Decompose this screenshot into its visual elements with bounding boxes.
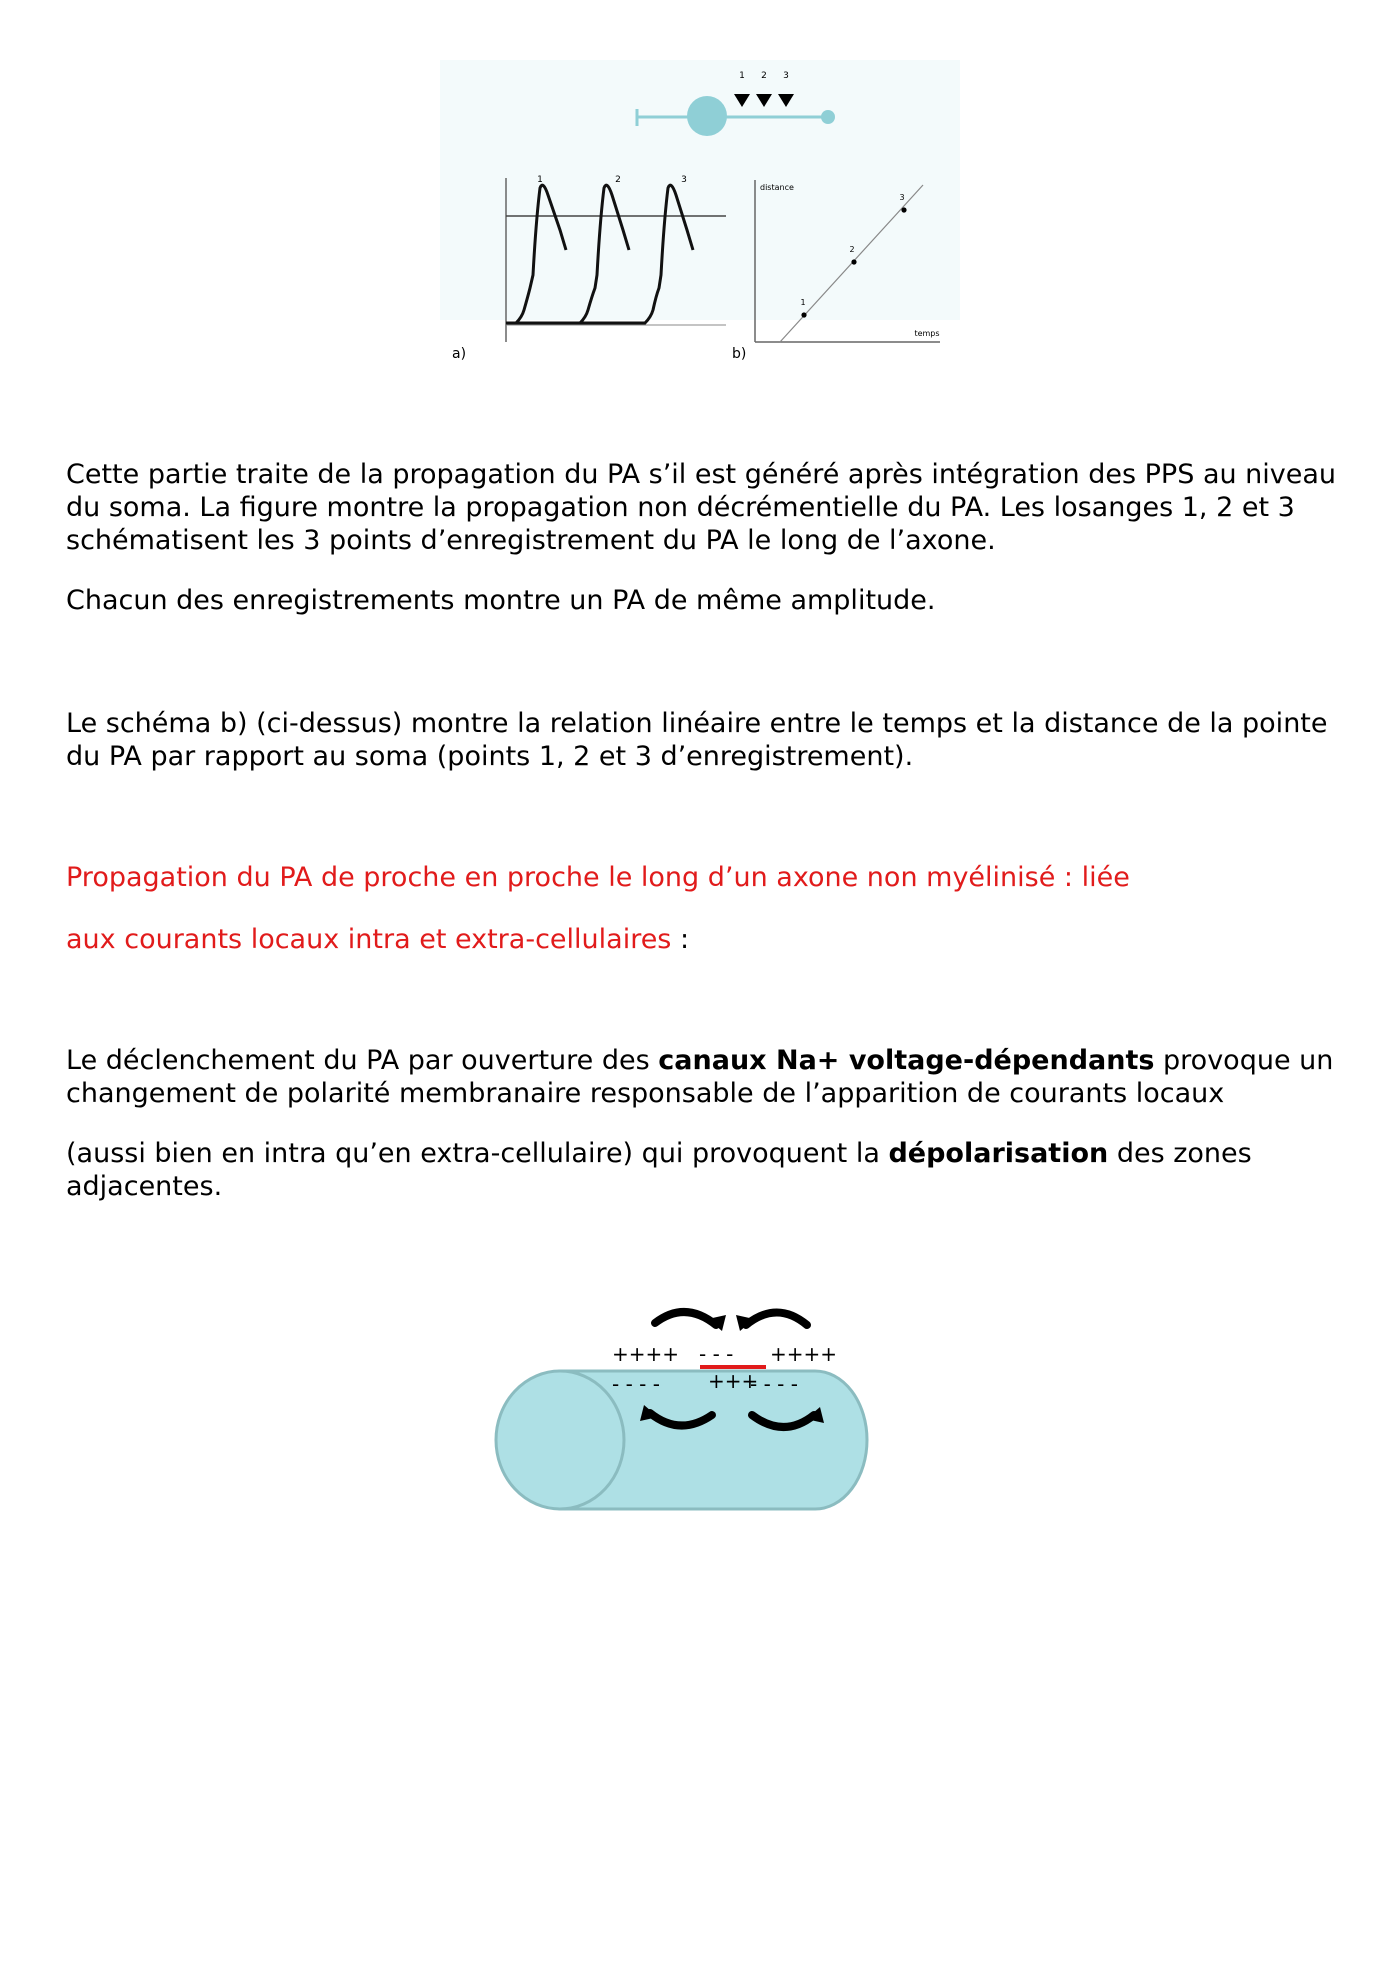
section-heading-line-1: Propagation du PA de proche en proche le long d’un axone non myélinisé : liée <box>66 862 1130 893</box>
extracellular-current-right-arrow <box>746 1313 807 1326</box>
paragraph-trigger-part-2: provoque un changement de polarité membranaire responsable de l’apparition de courants locaux <box>66 1045 1334 1109</box>
inner-charges-middle: +++ <box>708 1369 759 1393</box>
marker-number-2: 2 <box>761 71 767 81</box>
local-currents-figure <box>480 1295 900 1525</box>
section-heading-line-2-text: aux courants locaux intra et extra-cellulaires <box>66 924 672 955</box>
inner-charges-left: - - - - <box>612 1372 660 1396</box>
paragraph-depolarisation-part-2: des zones adjacentes. <box>66 1138 1252 1202</box>
paragraph-depolarisation-part-1: (aussi bien en intra qu’en extra-cellulaire) qui provoquent la <box>66 1138 889 1169</box>
paragraph-trigger <box>66 1044 1356 1110</box>
plot-point-label-1: 1 <box>800 298 806 307</box>
section-heading-line-2 <box>66 923 1356 956</box>
paragraph-intro: Cette partie traite de la propagation du PA s’il est généré après intégration des PPS au niveau du soma. La figure montre la propagation non décrémentielle du PA. Les losanges 1, 2 et 3 schématisent les 3 points d’enregistrement du PA le long de l’axone. <box>66 459 1337 556</box>
panel-b-label: b) <box>732 346 747 362</box>
paragraph-depolarisation <box>66 1137 1356 1203</box>
panel-b-x-axis-label: temps <box>914 329 940 338</box>
propagation-figure-svg <box>440 60 970 370</box>
paragraph-depolarisation-bold: dépolarisation <box>888 1138 1109 1169</box>
paragraph-trigger-bold: canaux Na+ voltage-dépendants <box>658 1045 1155 1076</box>
local-currents-svg <box>480 1295 900 1525</box>
peak-label-2: 2 <box>615 175 621 185</box>
peak-label-3: 3 <box>681 175 687 185</box>
propagation-figure <box>440 60 970 370</box>
plot-point-1 <box>801 312 806 317</box>
marker-number-3: 3 <box>783 71 789 81</box>
panel-a-label: a) <box>452 346 467 362</box>
paragraph-amplitude: Chacun des enregistrements montre un PA de même amplitude. <box>66 585 936 616</box>
plot-point-label-2: 2 <box>849 245 855 254</box>
plot-point-3 <box>901 207 906 212</box>
inner-charges-right: - - - - <box>750 1372 798 1396</box>
outer-charges-left: ++++ <box>612 1342 680 1366</box>
soma <box>687 96 727 136</box>
plot-point-2 <box>851 259 856 264</box>
outer-charges-middle: - - - <box>699 1342 734 1366</box>
panel-b-y-axis-label: distance <box>760 183 794 192</box>
axon-cylinder-end <box>496 1371 624 1509</box>
paragraph-schema-b: Le schéma b) (ci-dessus) montre la relation linéaire entre le temps et la distance de la pointe du PA par rapport au soma (points 1, 2 et 3 d’enregistrement). <box>66 708 1328 772</box>
marker-number-1: 1 <box>739 71 745 81</box>
outer-charges-right: ++++ <box>770 1342 838 1366</box>
section-heading-colon: : <box>671 924 690 955</box>
extracellular-current-left-arrow <box>655 1312 716 1325</box>
peak-label-1: 1 <box>537 175 543 185</box>
axon-terminal <box>821 110 835 124</box>
paragraph-trigger-part-1: Le déclenchement du PA par ouverture des <box>66 1045 659 1076</box>
plot-point-label-3: 3 <box>899 193 905 202</box>
